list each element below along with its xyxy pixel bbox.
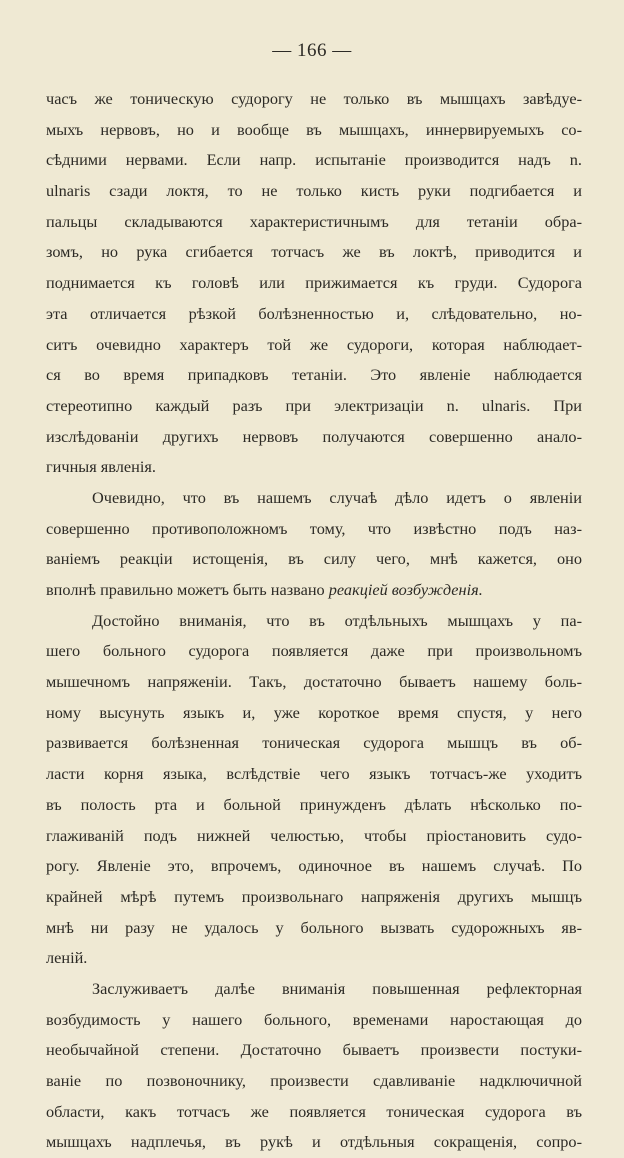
text-line: области, какъ тотчасъ же появляется тоническая судорога въ <box>46 1101 582 1121</box>
text-line: необычайной степени. Достаточно бываетъ произвести постуки- <box>46 1040 582 1060</box>
text-line: гичныя явленія. <box>46 457 156 477</box>
text-line: ulnaris сзади локтя, то не только кисть руки подгибается и <box>46 181 582 201</box>
text-line: рогу. Явленіе это, впрочемъ, одиночное въ нашемъ случаѣ. По <box>46 856 582 876</box>
text-line: въ полость рта и больной принужденъ дѣлать нѣсколько по- <box>46 794 582 814</box>
text-line: изслѣдованіи другихъ нервовъ получаются совершенно анало- <box>46 426 582 446</box>
text-line: Достойно вниманія, что въ отдѣльныхъ мышцахъ у па- <box>92 610 582 630</box>
text-line: поднимается къ головѣ или прижимается къ груди. Судорога <box>46 273 582 293</box>
text-line: ласти корня языка, вслѣдствіе чего языкъ тотчасъ-же уходитъ <box>46 764 582 784</box>
text-line: пальцы складываются характеристичнымъ для тетаніи обра- <box>46 211 582 231</box>
text-line-with-emphasis <box>46 575 582 606</box>
text-line: ваніе по позвоночнику, произвести сдавливаніе надключичной <box>46 1071 582 1090</box>
page-number: — 166 — <box>272 40 352 61</box>
text-line: Очевидно, что въ нашемъ случаѣ дѣло идетъ о явленіи <box>92 487 582 507</box>
text-line: мыхъ нервовъ, но и вообще въ мышцахъ, иннервируемыхъ со- <box>46 119 582 139</box>
text-line: ся во время припадковъ тетаніи. Это явленіе наблюдается <box>46 365 582 385</box>
text-line: ному высунуть языкъ и, уже короткое время спустя, у него <box>46 702 582 722</box>
text-line: мышцахъ надплечья, въ рукѣ и отдѣльныя сокращенія, сопро- <box>46 1132 582 1152</box>
emphasis-text: реакціей возбужденія. <box>328 580 483 599</box>
text-line: мнѣ ни разу не удалось у больного вызвать судорожныхъ яв- <box>46 917 582 937</box>
text-line: Заслуживаетъ далѣе вниманія повышенная рефлекторная <box>92 978 582 998</box>
text-line: шего больного судорога появляется даже при произвольномъ <box>46 641 582 661</box>
text-line: совершенно противоположномъ тому, что извѣстно подъ наз- <box>46 518 582 538</box>
text-line: эта отличается рѣзкой болѣзненностью и, слѣдовательно, но- <box>46 303 582 323</box>
text-line: возбудимость у нашего больного, временами наростающая до <box>46 1009 582 1029</box>
body-text <box>46 84 582 1158</box>
text-line: ваніемъ реакціи истощенія, въ силу чего, мнѣ кажется, оно <box>46 549 582 569</box>
text-line: крайней мѣрѣ путемъ произвольнаго напряженія другихъ мышцъ <box>46 886 582 906</box>
text-segment: вполнѣ правильно можетъ быть названо <box>46 580 325 599</box>
text-line: мышечномъ напряженіи. Такъ, достаточно бываетъ нашему боль- <box>46 672 582 692</box>
text-line: леній. <box>46 948 88 968</box>
text-line: глаживаній подъ нижней челюстью, чтобы пріостановить судо- <box>46 825 582 845</box>
text-line: сѣдними нервами. Если напр. испытаніе производится надъ n. <box>46 150 582 170</box>
text-line: зомъ, но рука сгибается тотчасъ же въ локтѣ, приводится и <box>46 242 582 262</box>
text-line: ситъ очевидно характеръ той же судороги, которая наблюдает- <box>46 334 582 354</box>
text-line: часъ же тоническую судорогу не только въ мышцахъ завѣдуе- <box>46 89 582 108</box>
text-line: развивается болѣзненная тоническая судорога мышцъ въ об- <box>46 733 582 753</box>
text-line: стереотипно каждый разъ при электризаціи n. ulnaris. При <box>46 395 582 415</box>
